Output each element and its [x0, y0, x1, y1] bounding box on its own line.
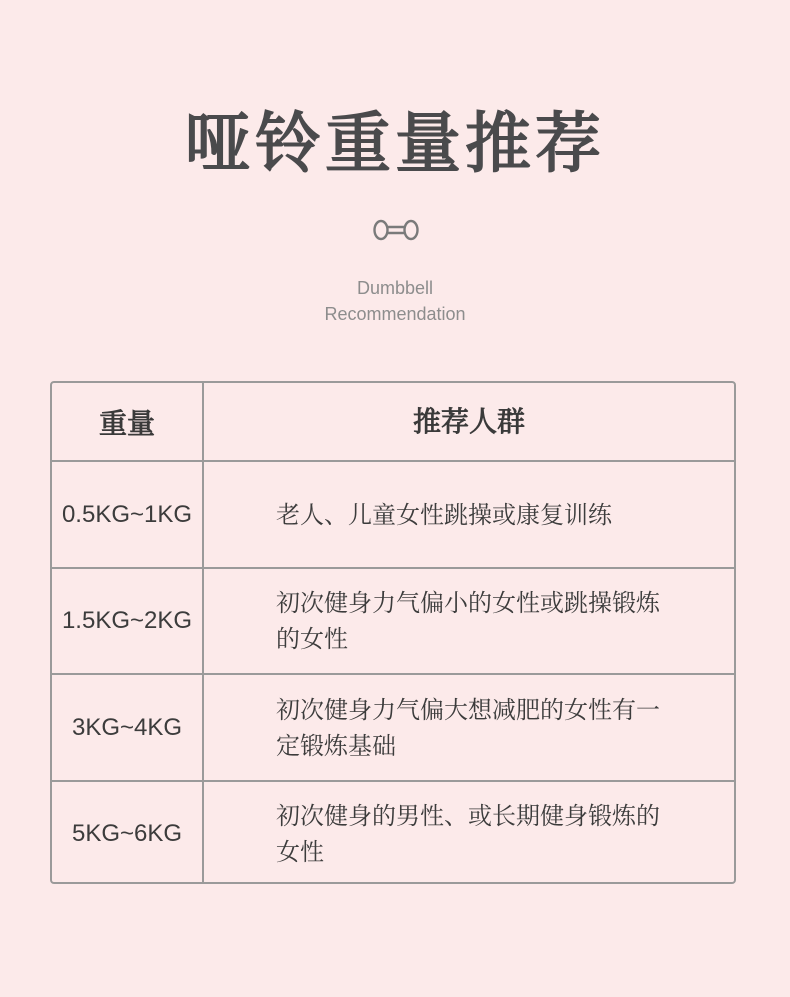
table-row: [52, 780, 734, 884]
dumbbell-icon: [372, 218, 420, 242]
page-title: 哑铃重量推荐: [185, 105, 605, 182]
row-weight: 5KG~6KG: [71, 820, 183, 847]
subtitle-line-2: Recommendation: [324, 304, 466, 324]
subtitle: [0, 275, 790, 327]
recommendation-table: [50, 381, 736, 884]
row-audience: 初次健身力气偏大想减肥的女性有一定锻炼基础: [276, 695, 660, 760]
row-weight: 0.5KG~1KG: [61, 500, 193, 528]
table-header-row: [52, 383, 734, 460]
row-audience: 老人、儿童女性跳操或康复训练: [276, 500, 612, 529]
column-divider: [202, 675, 204, 780]
table-row: [52, 673, 734, 780]
header-weight: 重量: [98, 406, 155, 440]
table-row: [52, 460, 734, 567]
row-audience: 初次健身力气偏小的女性或跳操锻炼的女性: [276, 589, 660, 653]
header-audience: 推荐人群: [412, 404, 525, 438]
subtitle-line-1: Dumbbell: [356, 278, 434, 298]
column-divider: [202, 462, 204, 567]
row-weight: 1.5KG~2KG: [61, 607, 193, 634]
row-weight: 3KG~4KG: [71, 713, 183, 741]
column-divider: [202, 569, 204, 673]
row-audience: 初次健身的男性、或长期健身锻炼的女性: [276, 802, 660, 866]
column-divider: [202, 782, 204, 884]
table-row: [52, 567, 734, 673]
